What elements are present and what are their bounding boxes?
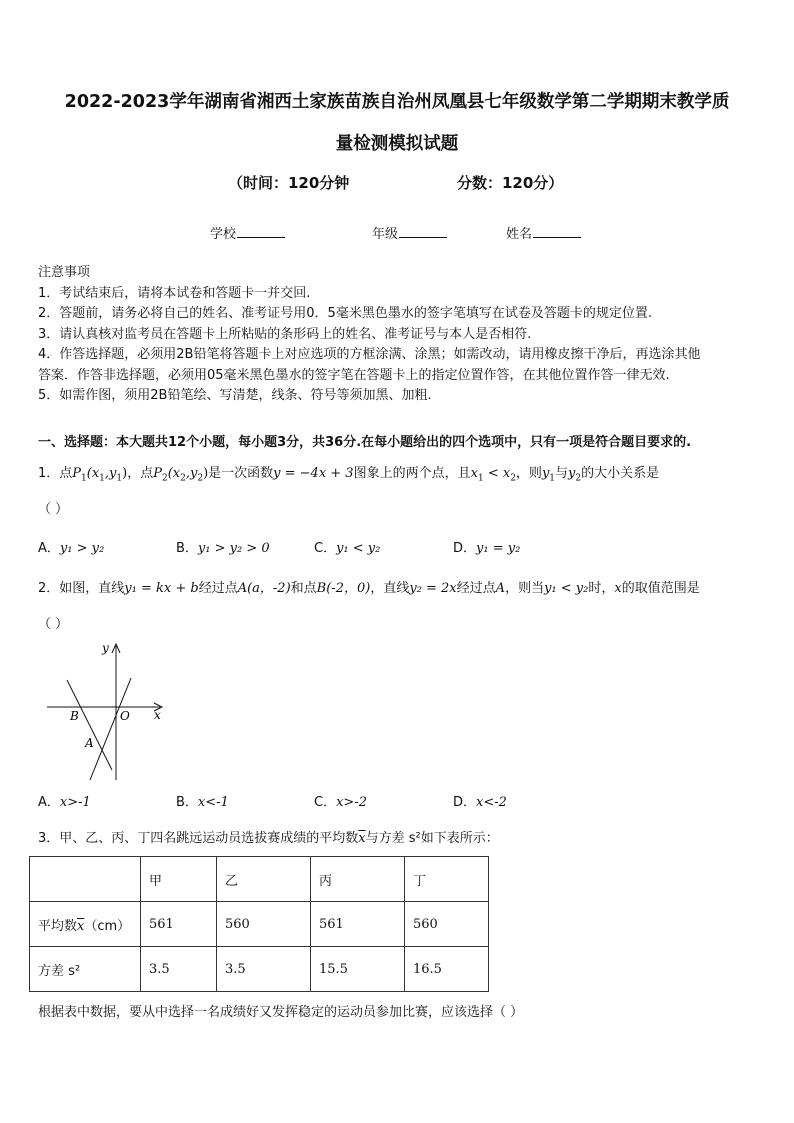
table-row-label: 方差 s² — [30, 947, 141, 992]
q2-text-g: 时， — [588, 581, 615, 596]
q1-cond-x1: x — [470, 466, 478, 481]
q3-text: 3．甲、乙、丙、丁四名跳远运动员选拔赛成绩的平均数 — [38, 831, 359, 846]
option-label: A． — [38, 541, 60, 556]
q2-text-f: ，则当 — [505, 581, 545, 596]
option-expr: y₁ = y₂ — [476, 541, 521, 556]
note-item: 答案．作答非选择题，必须用05毫米黑色墨水的签字笔在答题卡上的指定位置作答，在其他位置作答一律无效. — [38, 367, 670, 383]
figure-x-label: x — [154, 708, 161, 722]
question-3-stem — [38, 827, 499, 846]
q1-p1-coord-end: ) — [122, 466, 128, 481]
q1-text4: 与 — [555, 466, 569, 481]
q1-text1: 是一次函数 — [208, 466, 274, 481]
note-item: 2．答题前，请务必将自己的姓名、准考证号用0．5毫米黑色墨水的签字笔填写在试卷及答题卡的规定位置. — [38, 306, 652, 321]
q2-text-a: 2．如图，直线 — [38, 581, 125, 596]
q2-point-b: B(-2，0) — [316, 581, 371, 596]
q1-y1-sub: 1 — [549, 473, 556, 484]
q1-mid: ，点 — [127, 466, 154, 481]
table-cell: 561 — [141, 902, 217, 947]
q2-option-d[interactable] — [453, 791, 507, 810]
school-field — [210, 223, 285, 242]
line-y2 — [90, 678, 131, 780]
row-label-xbar: $\overline{x}$ — [77, 918, 85, 934]
option-label: B． — [176, 541, 198, 556]
table-header-cell — [30, 857, 141, 902]
figure-y-label: y — [102, 641, 109, 655]
question-1-stem — [38, 462, 659, 484]
q1-option-a[interactable] — [38, 537, 104, 556]
q1-y2: y — [568, 466, 576, 481]
option-expr: y₁ < y₂ — [336, 541, 381, 556]
q1-p2-coord-end: ) — [203, 466, 209, 481]
q2-line1: y₁ = kx + b — [124, 581, 199, 596]
table-row — [30, 902, 489, 947]
figure-b-label: B — [70, 709, 79, 723]
q2-text-c: 和点 — [290, 581, 317, 596]
q1-p1-coord-sub2: 1 — [116, 473, 123, 484]
q1-function: y = −4x + 3 — [273, 466, 354, 481]
grade-field — [372, 223, 447, 242]
table-row — [30, 947, 489, 992]
q1-p1: P — [72, 466, 82, 481]
name-field — [506, 223, 581, 242]
notes-heading: 注意事项 — [38, 265, 91, 280]
option-expr: x>-1 — [59, 795, 91, 810]
name-label: 姓名 — [506, 227, 533, 242]
figure-a-label: A — [85, 736, 94, 750]
note-item: 3．请认真核对监考员在答题卡上所粘贴的条形码上的姓名、准考证号与本人是否相符. — [38, 326, 532, 342]
row-label-text: 平均数 — [38, 918, 78, 934]
q2-option-c[interactable] — [314, 791, 367, 810]
option-expr: x<-1 — [197, 795, 229, 810]
exam-title-line1: 2022-2023学年湖南省湘西土家族苗族自治州凤凰县七年级数学第二学期期末教学质 — [64, 92, 730, 112]
q2-option-a[interactable] — [38, 791, 91, 810]
q3-xbar: $\overline{x}$ — [358, 831, 366, 846]
q2-graph-figure — [40, 640, 170, 785]
table-cell: 15.5 — [311, 947, 405, 992]
exam-time: （时间：120分钟 — [228, 174, 350, 192]
q1-cond-mid: < x — [483, 466, 511, 481]
name-blank[interactable] — [533, 225, 581, 238]
q1-p2: P — [153, 466, 162, 481]
q1-cond-sub1: 1 — [477, 473, 484, 484]
q1-option-d[interactable] — [453, 537, 520, 556]
q1-p2-coord-sub2: 2 — [197, 473, 204, 484]
table-header-row — [30, 857, 489, 902]
q2-text-b: 经过点 — [198, 581, 238, 596]
q2-line2: y₂ = 2x — [409, 581, 457, 596]
note-item: 5．如需作图，须用2B铅笔绘、写清楚，线条、符号等须加黑、加粗. — [38, 388, 432, 403]
grade-blank[interactable] — [399, 225, 447, 238]
table-cell: 560 — [405, 902, 489, 947]
q1-num: 1．点 — [38, 466, 73, 481]
q2-option-b[interactable] — [176, 791, 229, 810]
q3-text2: 与方差 s²如下表所示： — [365, 831, 499, 846]
q1-p2-coord: (x — [167, 466, 181, 481]
table-cell: 560 — [217, 902, 311, 947]
q2-point-a: A(a，-2) — [237, 581, 291, 596]
option-label: D． — [453, 541, 477, 556]
row-label-unit: （cm） — [84, 918, 131, 934]
table-row-label — [30, 902, 141, 947]
q1-y1: y — [541, 466, 550, 481]
option-label: C． — [314, 541, 337, 556]
q1-y2-sub: 2 — [575, 473, 582, 484]
q1-text2: 图象上的两个点，且 — [353, 466, 471, 481]
school-blank[interactable] — [237, 225, 285, 238]
grade-label: 年级 — [372, 227, 399, 242]
q2-text-d: ，直线 — [370, 581, 410, 596]
q1-text3: ，则 — [515, 466, 542, 481]
q1-option-c[interactable] — [314, 537, 380, 556]
school-label: 学校 — [210, 227, 237, 242]
note-item: 4．作答选择题，必须用2B铅笔将答题卡上对应选项的方框涂满、涂黑；如需改动，请用橡皮擦干净后，再选涂其他 — [38, 347, 701, 362]
q1-text5: 的大小关系是 — [581, 466, 660, 481]
q1-p2-coord-sub: 2 — [180, 473, 186, 484]
q1-option-b[interactable] — [176, 537, 270, 556]
q3-question-text: 根据表中数据，要从中选择一名成绩好又发挥稳定的运动员参加比赛，应该选择（ ） — [38, 1005, 524, 1020]
q2-text-e: 经过点 — [456, 581, 496, 596]
q1-p1-coord: (x — [86, 466, 100, 481]
table-header-cell: 甲 — [141, 857, 217, 902]
q1-answer-paren: （ ） — [38, 502, 69, 517]
table-cell: 3.5 — [141, 947, 217, 992]
q2-a: A — [495, 581, 506, 596]
exam-score: 分数：120分） — [457, 174, 564, 192]
option-label: A． — [38, 795, 60, 810]
q1-p1-coord-mid: ,y — [104, 466, 117, 481]
figure-origin-label: O — [120, 709, 130, 723]
q3-score-table — [29, 856, 489, 992]
q1-p1-sub: 1 — [81, 473, 87, 484]
option-label: D． — [453, 795, 477, 810]
table-header-cell: 丙 — [311, 857, 405, 902]
q2-answer-paren: （ ） — [38, 617, 69, 632]
exam-title-line2: 量检测模拟试题 — [335, 134, 459, 154]
line-y1 — [67, 680, 112, 770]
notes-section — [38, 263, 700, 407]
table-cell: 3.5 — [217, 947, 311, 992]
table-cell: 561 — [311, 902, 405, 947]
table-cell: 16.5 — [405, 947, 489, 992]
section-1-heading: 一、选择题：本大题共12个小题，每小题3分，共36分.在每小题给出的四个选项中，只有一项是符合题目要求的. — [38, 435, 692, 450]
q2-cond: y₁ < y₂ — [544, 581, 589, 596]
question-2-stem — [38, 577, 700, 596]
option-expr: y₁ > y₂ > 0 — [197, 541, 270, 556]
table-header-cell: 乙 — [217, 857, 311, 902]
table-header-cell: 丁 — [405, 857, 489, 902]
option-expr: y₁ > y₂ — [59, 541, 105, 556]
option-expr: x>-2 — [336, 795, 367, 810]
q1-p2-coord-mid: ,y — [185, 466, 198, 481]
q2-text-h: 的取值范围是 — [621, 581, 700, 596]
note-item: 1．考试结束后，请将本试卷和答题卡一并交回. — [38, 285, 311, 301]
q1-cond-sub2: 2 — [510, 473, 516, 484]
option-label: B． — [176, 795, 198, 810]
q1-p1-coord-sub: 1 — [99, 473, 105, 484]
option-expr: x<-2 — [476, 795, 507, 810]
option-label: C． — [314, 795, 337, 810]
q1-p2-sub: 2 — [161, 473, 168, 484]
q2-x: x — [614, 581, 622, 596]
